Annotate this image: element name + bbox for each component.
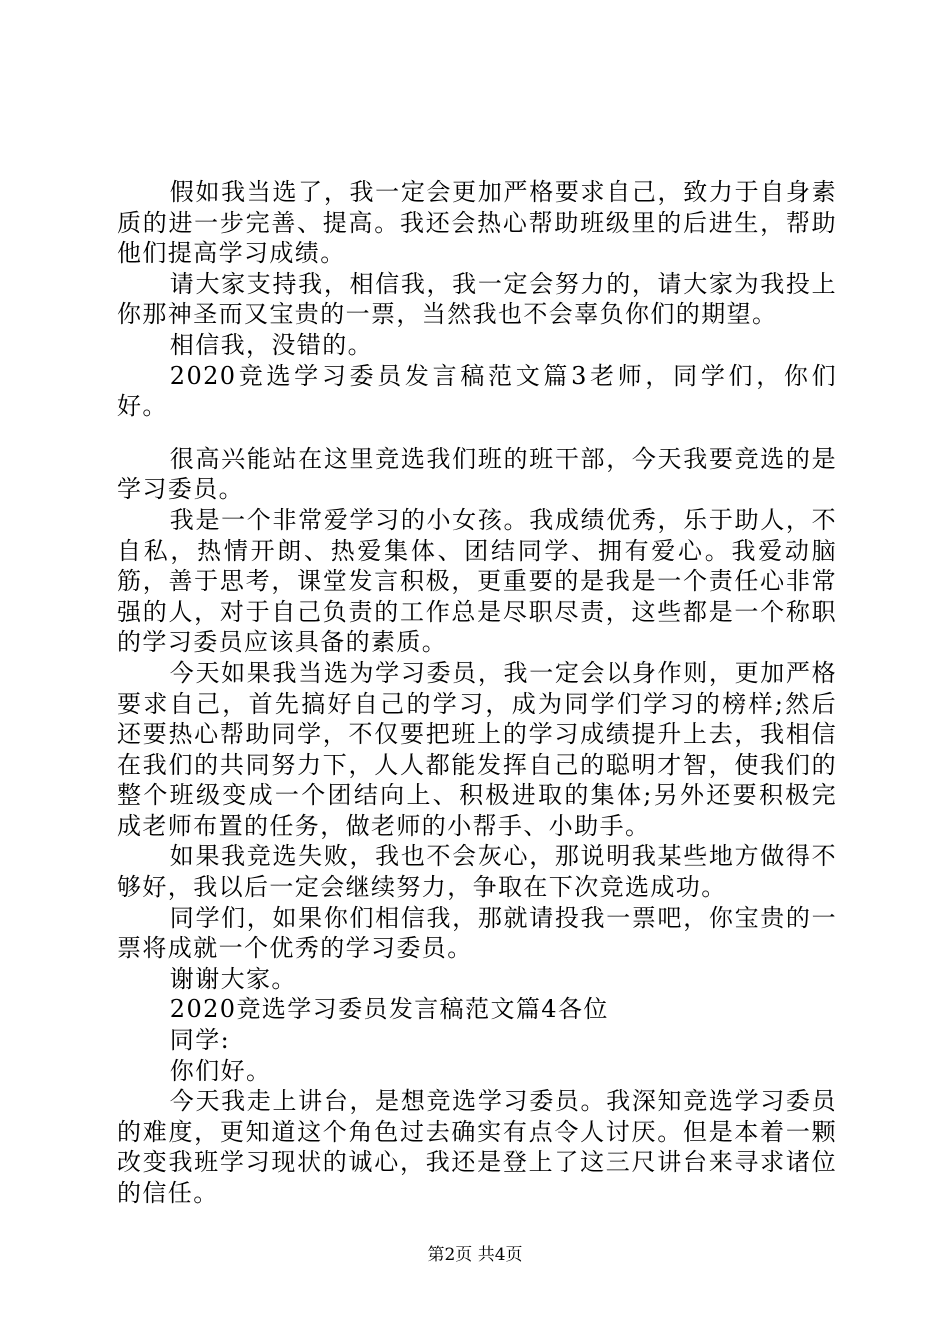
document-body bbox=[117, 177, 837, 1209]
section-heading-3: 2020竞选学习委员发言稿范文篇3老师，同学们，你们好。 bbox=[117, 361, 837, 421]
paragraph-9: 同学们，如果你们相信我，那就请投我一票吧，你宝贵的一票将成就一个优秀的学习委员。 bbox=[117, 903, 837, 963]
paragraph-5: 很高兴能站在这里竞选我们班的班干部，今天我要竞选的是学习委员。 bbox=[117, 444, 837, 504]
page-number-label: 第2页 共4页 bbox=[427, 1245, 523, 1265]
paragraph-6: 我是一个非常爱学习的小女孩。我成绩优秀，乐于助人，不自私，热情开朗、热爱集体、团结同学、拥有爱心。我爱动脑筋，善于思考，课堂发言积极，更重要的是我是一个责任心非常强的人，对于自己负责的工作总是尽职尽责，这些都是一个称职的学习委员应该具备的素质。 bbox=[117, 505, 837, 657]
paragraph-7: 今天如果我当选为学习委员，我一定会以身作则，更加严格要求自己，首先搞好自己的学习，成为同学们学习的榜样;然后还要热心帮助同学，不仅要把班上的学习成绩提升上去，我相信在我们的共同努力下，人人都能发挥自己的聪明才智，使我们的整个班级变成一个团结向上、积极进取的集体;另外还要积极完成老师布置的任务，做老师的小帮手、小助手。 bbox=[117, 658, 837, 840]
paragraph-8: 如果我竞选失败，我也不会灰心，那说明我某些地方做得不够好，我以后一定会继续努力，争取在下次竞选成功。 bbox=[117, 842, 837, 902]
paragraph-2: 请大家支持我，相信我，我一定会努力的，请大家为我投上你那神圣而又宝贵的一票，当然我也不会辜负你们的期望。 bbox=[117, 269, 837, 329]
paragraph-13: 你们好。 bbox=[169, 1056, 272, 1085]
section-heading-4: 2020竞选学习委员发言稿范文篇4各位 bbox=[169, 995, 609, 1024]
page-footer bbox=[0, 1244, 950, 1266]
paragraph-1: 假如我当选了，我一定会更加严格要求自己，致力于自身素质的进一步完善、提高。我还会热心帮助班级里的后进生，帮助他们提高学习成绩。 bbox=[117, 178, 837, 268]
paragraph-gap bbox=[117, 422, 837, 444]
paragraph-14: 今天我走上讲台，是想竞选学习委员。我深知竞选学习委员的难度，更知道这个角色过去确实有点令人讨厌。但是本着一颗改变我班学习现状的诚心，我还是登上了这三尺讲台来寻求诸位的信任。 bbox=[117, 1087, 837, 1207]
paragraph-3: 相信我，没错的。 bbox=[169, 330, 373, 359]
paragraph-10: 谢谢大家。 bbox=[169, 964, 297, 993]
paragraph-12: 同学: bbox=[169, 1026, 231, 1055]
